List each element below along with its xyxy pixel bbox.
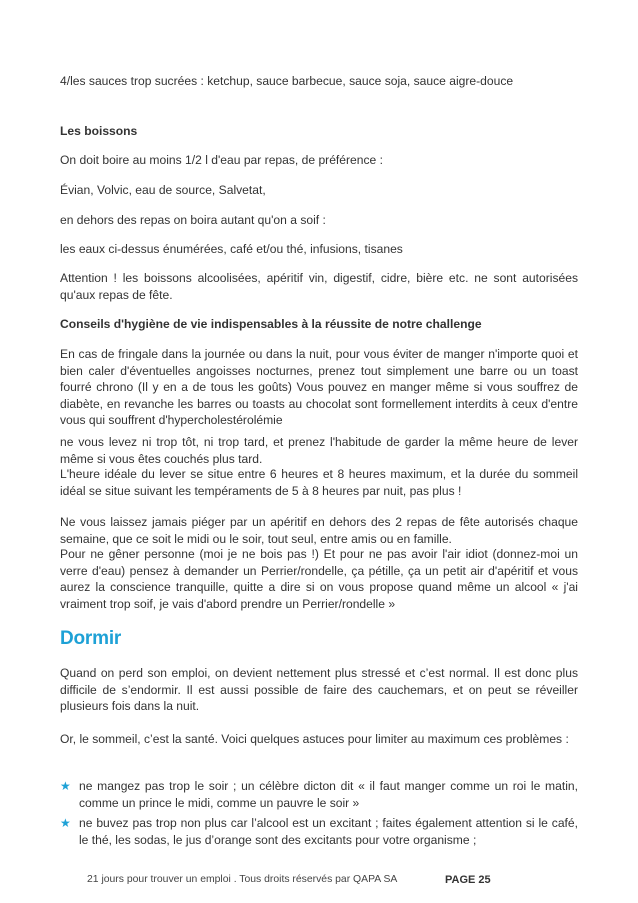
boissons-paragraph-4: les eaux ci-dessus énumérées, café et/ou thé, infusions, tisanes (60, 242, 403, 256)
boissons-paragraph-2: Évian, Volvic, eau de source, Salvetat, (60, 183, 266, 197)
boissons-paragraph-5: Attention ! les boissons alcoolisées, apéritif vin, digestif, cidre, bière etc. ne sont autorisées qu'aux repas de fête. (60, 271, 578, 302)
list-item (60, 778, 578, 811)
document-page (60, 0, 578, 903)
conseils-paragraph-2: ne vous levez ni trop tôt, ni trop tard, et prenez l'habitude de garder la même heure de lever même si vous êtes couchés plus tard. (60, 435, 578, 466)
conseils-paragraph-4: Ne vous laissez jamais piéger par un apéritif en dehors des 2 repas de fête autorisés chaque semaine, que ce soit le midi ou le soir, tout seul, entre amis ou en famille. (60, 515, 578, 546)
boissons-paragraph-1: On doit boire au moins 1/2 l d'eau par repas, de préférence : (60, 153, 383, 167)
conseils-paragraph-1: En cas de fringale dans la journée ou dans la nuit, pour vous éviter de manger n'importe quoi et bien caler d'éventuelles angoisses nocturnes, prenez tout simplement une barre ou un toast fourré chrono (Il y en a de tous les goûts) Vous pouvez en manger même si vous souffrez de diabète, en revanche les barres ou toasts au chocolat sont formellement interdits à ceux d'entre vous qui souffrent d'hypercholestérolémie (60, 347, 578, 427)
list-item (60, 815, 578, 848)
page-number: PAGE 25 (445, 874, 491, 886)
dormir-heading: Dormir (60, 628, 122, 649)
conseils-paragraph-3: L'heure idéale du lever se situe entre 6 heures et 8 heures maximum, et la durée du sommeil idéal se situe suivant les tempéraments de 5 à 8 heures par nuit, pas plus ! (60, 467, 578, 498)
dormir-paragraph-2: Or, le sommeil, c’est la santé. Voici quelques astuces pour limiter au maximum ces problèmes : (60, 732, 569, 746)
dormir-paragraph-1: Quand on perd son emploi, on devient nettement plus stressé et c’est normal. Il est donc plus difficile de s’endormir. Il est aussi possible de faire des cauchemars, et on peut se réveiller plusieurs fois dans la nuit. (60, 666, 578, 713)
star-icon: ★ (60, 816, 71, 830)
boissons-heading: Les boissons (60, 124, 138, 138)
footer-copyright: 21 jours pour trouver un emploi . Tous droits réservés par QAPA SA (87, 874, 398, 885)
bullet-text: ne mangez pas trop le soir ; un célèbre dicton dit « il faut manger comme un roi le matin, comme un prince le midi, comme un pauvre le soir » (79, 779, 578, 810)
star-icon: ★ (60, 779, 71, 793)
conseils-heading: Conseils d'hygiène de vie indispensables à la réussite de notre challenge (60, 317, 482, 331)
dormir-bullet-list (60, 778, 578, 852)
sauces-line: 4/les sauces trop sucrées : ketchup, sauce barbecue, sauce soja, sauce aigre-douce (60, 74, 514, 88)
boissons-paragraph-3: en dehors des repas on boira autant qu'on a soif : (60, 213, 326, 227)
conseils-paragraph-5: Pour ne gêner personne (moi je ne bois pas !) Et pour ne pas avoir l'air idiot (donnez-moi un verre d'eau) pensez à demander un Perrier/rondelle, ça pétille, ça un petit air d'apéritif et vous aurez la conscience tranquille, quitte a dire si on vous propose quand même un alcool « j'ai vraiment trop soif, je vais d'abord prendre un Perrier/rondelle » (60, 547, 578, 611)
bullet-text: ne buvez pas trop non plus car l’alcool est un excitant ; faites également attention si le café, le thé, les sodas, le jus d’orange sont des excitants pour votre organisme ; (79, 816, 578, 847)
